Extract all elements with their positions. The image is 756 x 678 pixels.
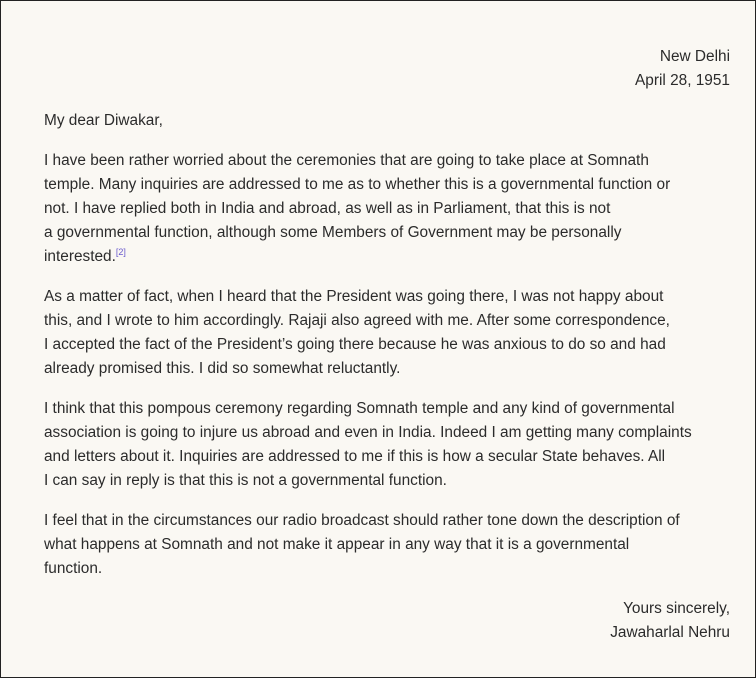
paragraph-line-text: interested. xyxy=(44,248,116,265)
paragraph-line: function. xyxy=(44,560,103,577)
paragraph-line: this, and I wrote to him accordingly. Rajaji also agreed with me. After some correspondence, xyxy=(44,312,670,329)
letter-closing xyxy=(44,597,730,645)
paragraph-line: temple. Many inquiries are addressed to me as to whether this is a governmental function or xyxy=(44,176,671,193)
paragraph-line: a governmental function, although some Members of Government may be personally xyxy=(44,224,622,241)
paragraph-2 xyxy=(44,285,730,381)
paragraph-line: I think that this pompous ceremony regarding Somnath temple and any kind of governmental xyxy=(44,400,675,417)
paragraph-line: association is going to injure us abroad and even in India. Indeed I am getting many complaints xyxy=(44,424,692,441)
paragraph-1 xyxy=(44,149,730,269)
letter-body xyxy=(44,45,730,645)
signature: Jawaharlal Nehru xyxy=(610,624,730,641)
paragraph-3 xyxy=(44,397,730,493)
paragraph-line: what happens at Somnath and not make it appear in any way that it is a governmental xyxy=(44,536,630,553)
paragraph-line: I accepted the fact of the President’s going there because he was anxious to do so and had xyxy=(44,336,666,353)
paragraph-line: I have been rather worried about the ceremonies that are going to take place at Somnath xyxy=(44,152,649,169)
letter-header xyxy=(44,45,730,93)
paragraph-line: I can say in reply is that this is not a governmental function. xyxy=(44,472,447,489)
footnote-link[interactable]: [2] xyxy=(115,246,126,257)
closing-phrase: Yours sincerely, xyxy=(623,600,730,617)
letter-place: New Delhi xyxy=(659,48,730,65)
paragraph-line: I feel that in the circumstances our radio broadcast should rather tone down the description of xyxy=(44,512,680,529)
paragraph-line: not. I have replied both in India and abroad, as well as in Parliament, that this is not xyxy=(44,200,611,217)
letter-date: April 28, 1951 xyxy=(635,72,730,89)
letter-salutation: My dear Diwakar, xyxy=(44,112,163,129)
paragraph-line: As a matter of fact, when I heard that the President was going there, I was not happy about xyxy=(44,288,664,305)
paragraph-line: already promised this. I did so somewhat reluctantly. xyxy=(44,360,401,377)
paragraph-last-line xyxy=(44,245,730,269)
paragraph-line: and letters about it. Inquiries are addressed to me if this is how a secular State behaves. All xyxy=(44,448,666,465)
paragraph-4 xyxy=(44,509,730,581)
